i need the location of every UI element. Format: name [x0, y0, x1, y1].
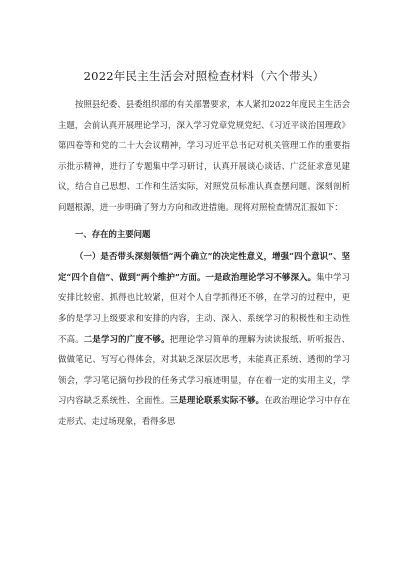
point-3-text: 在政治理论学习中存在走形式、走过场现象，看得多思	[58, 395, 351, 426]
subsection-lead: （一）是否带头深刻领悟“两个确立”的决定性意义，增强“四个意识”、坚定“四个自信”、做到“两个维护”方面。	[58, 251, 350, 282]
section-heading: 一、存在的主要问题	[75, 228, 151, 239]
subsection-paragraph	[58, 246, 350, 431]
point-2-text: 把理论学习简单的理解为读读报纸、听听报告、做做笔记、写写心得体会，对其缺乏深层次思考，未能真正系统、透彻的学习领会，学习笔记摘句抄段的任务式学习痕迹明显，存在着一定的实用主义，学习内容缺乏系统性、全面性。	[58, 333, 351, 406]
document-title: 2022年民主生活会对照检查材料（六个带头）	[83, 69, 325, 83]
point-1-heading: 一是政治理论学习不够深入。	[205, 271, 317, 282]
point-2-heading: 二是学习的广度不够。	[83, 333, 170, 344]
point-3-heading: 三是理论联系实际不够。	[169, 395, 265, 406]
point-1-text: 集中学习安排比较密、抓得也比较紧，但对个人自学抓得还不够，在学习的过程中，更多的是学习上级要求和安排的内容，主动、深入、系统学习的积极性和主动性不高。	[58, 271, 351, 344]
intro-paragraph: 按照县纪委、县委组织部的有关部署要求，本人紧扣2022年度民主生活会主题，会前认真开展理论学习，深入学习党章党规党纪、《习近平谈治国理政》第四卷等和党的二十大会议精神，学习习近平总书记对机关管理工作的重要指示批示精神，进行了专题集中学习研讨，认真开展谈心谈话、广泛征求意见建议，结合自己思想、工作和生活实际，对照党员标准认真查摆问题、深刻剖析问题根源，进一步明确了努力方向和改进措施。现将对照检查情况汇报如下：	[58, 99, 350, 212]
